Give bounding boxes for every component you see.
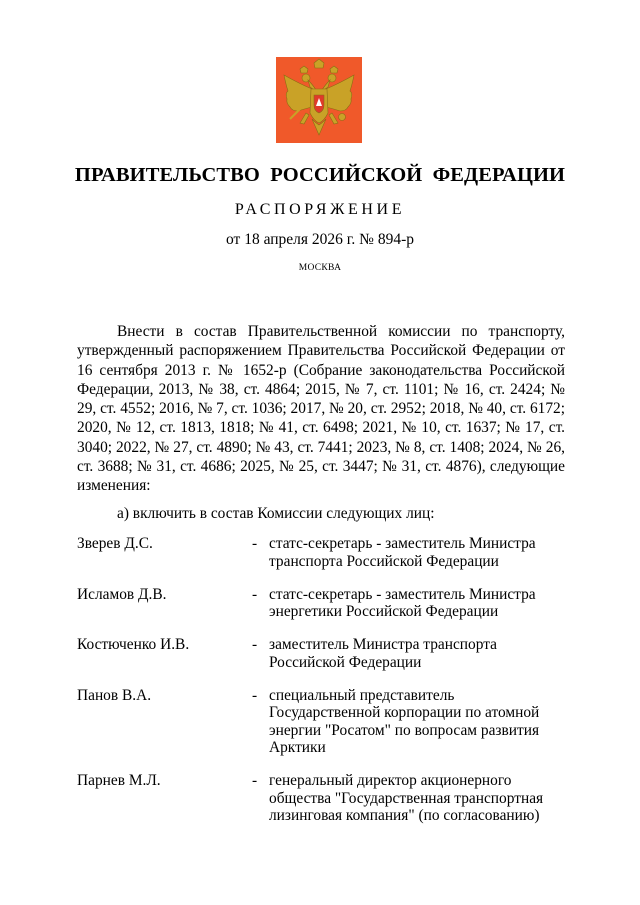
member-position: статс-секретарь - заместитель Министра энергетики Российской Федерации [269, 585, 536, 620]
list-item [77, 687, 565, 757]
member-position: генеральный директор акционерного общества "Государственная транспортная лизинговая компания" (по согласованию) [269, 772, 544, 824]
member-dash: - [252, 686, 258, 704]
city-label: МОСКВА [298, 263, 342, 273]
member-name: Панов В.А. [77, 686, 152, 704]
subitem-a: а) включить в состав Комиссии следующих лиц: [117, 505, 435, 522]
list-item [77, 586, 565, 621]
member-dash: - [252, 585, 258, 603]
list-item [77, 535, 565, 570]
member-name: Парнев М.Л. [77, 772, 161, 789]
government-title: ПРАВИТЕЛЬСТВО РОССИЙСКОЙ ФЕДЕРАЦИИ [74, 164, 566, 186]
member-dash: - [252, 772, 258, 789]
member-name: Костюченко И.В. [77, 636, 190, 653]
document-date-number: от 18 апреля 2026 г. № 894-р [226, 231, 414, 248]
intro-paragraph: Внести в состав Правительственной комиссии по транспорту, утвержденный распоряжением Правительства Российской Федерации от 16 сентября 2013 г. № 1652-р (Собрание законодательства Российской Федерации, 2013, № 38, ст. 4864; 2015, № 7, ст. 1101; № 16, ст. 2424; № 29, ст. 4552; 2016, № 7, ст. 1036; 2017, № 20, ст. 2952; 2018, № 40, ст. 6172; 2020, № 12, ст. 1813, 1818; № 41, ст. 6498; 2021, № 10, ст. 1637; № 17, ст. 3040; 2022, № 27, ст. 4890; № 43, ст. 7441; 2023, № 8, ст. 1408; 2024, № 26, ст. 3688; № 31, ст. 4686; 2025, № 25, ст. 3447; № 31, ст. 4876), следующие изменения: [77, 323, 565, 495]
member-dash: - [252, 636, 258, 653]
member-dash: - [252, 535, 258, 552]
list-item [77, 772, 565, 825]
member-name: Зверев Д.С. [77, 535, 153, 552]
document-type: РАСПОРЯЖЕНИЕ [234, 201, 406, 218]
member-position: заместитель Министра транспорта Российской Федерации [269, 636, 497, 671]
member-position: статс-секретарь - заместитель Министра транспорта Российской Федерации [269, 535, 536, 570]
member-position: специальный представитель Государственной корпорации по атомной энергии "Росатом" по вопросам развития Арктики [269, 686, 540, 756]
member-name: Исламов Д.В. [77, 585, 167, 603]
list-item [77, 636, 565, 671]
russian-coat-of-arms-icon [276, 57, 362, 143]
members-list [77, 535, 565, 840]
